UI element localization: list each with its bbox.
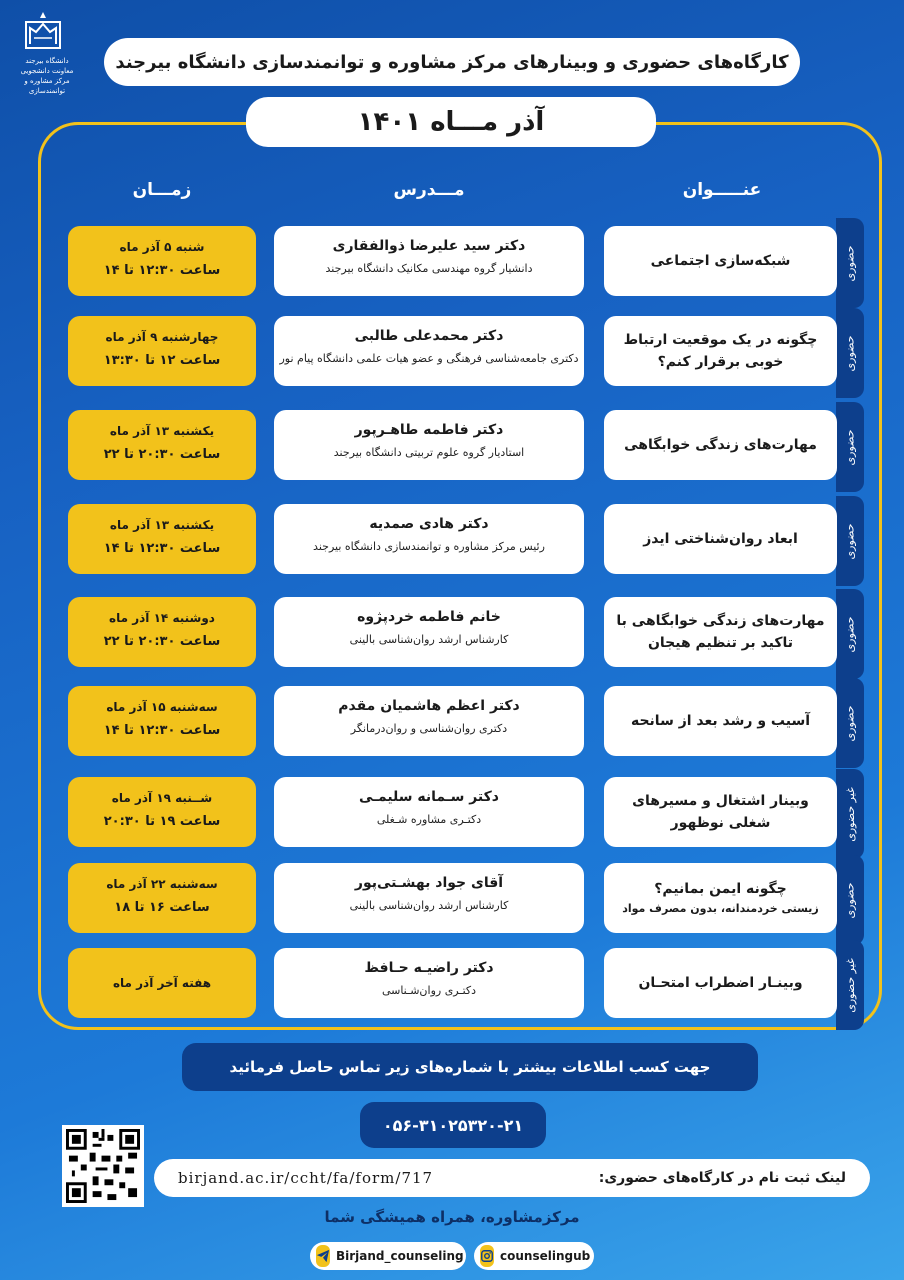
telegram-label: Birjand_counseling [336,1249,464,1263]
session-type-tab [836,855,864,945]
teacher-role: کارشناس ارشد روان‌شناسی بالینی [349,899,509,912]
session-hours: ساعت ۲۰:۳۰ تا ۲۲ [103,634,221,649]
telegram-handle[interactable] [310,1242,466,1270]
registration-link-bar[interactable] [154,1159,870,1197]
session-hours: ساعت ۲۰:۳۰ تا ۲۲ [103,447,221,462]
teacher-card [274,948,584,1018]
session-type-label: غیر حضوری [843,786,857,842]
logo-line: معاونت دانشجویی [20,67,74,75]
session-hours: ساعت ۱۲:۳۰ تا ۱۴ [103,541,221,556]
session-time-card [68,777,256,847]
session-type-tab [836,308,864,398]
session-type-label: حضوری [843,705,857,741]
teacher-card [274,504,584,574]
teacher-name: دکتر سید علیرضا ذوالفقاری [332,238,526,254]
workshop-title-card [604,410,837,480]
teacher-card [274,226,584,296]
session-type-tab [836,940,864,1030]
session-day: هفته آخر آذر ماه [112,976,212,990]
teacher-role: دکتـری مشاوره شـغلی [376,813,482,826]
session-time-card [68,504,256,574]
workshop-title: چگونه ایمن بمانیم؟ [654,881,787,897]
workshop-title-card [604,504,837,574]
logo-line: مرکز مشاوره و توانمندسازی [24,77,70,95]
session-type-tab [836,496,864,586]
teacher-name: دکتر راضیـه حـافظ [364,960,494,976]
logo-text [6,56,88,96]
session-hours: ساعت ۱۹ تا ۲۰:۳۰ [103,814,221,829]
teacher-role: دکتـری روان‌شـناسی [381,984,477,997]
workshop-title: مهارت‌های زندگی خوابگاهی با تاکید بر تنظیم هیجان [616,613,825,651]
session-time-card [68,948,256,1018]
teacher-name: خانم فاطمه خردپژوه [357,609,501,625]
qr-code-icon [66,1129,140,1203]
workshop-title-card [604,316,837,386]
teacher-card [274,863,584,933]
workshop-title-card [604,226,837,296]
session-type-label: حضوری [843,335,857,371]
teacher-card [274,316,584,386]
month-heading: آذر مـــاه ۱۴۰۱ [246,97,656,147]
session-time-card [68,863,256,933]
session-day: سه‌شنبه ۱۵ آذر ماه [106,700,218,714]
workshop-title: آسیب و رشد بعد از سانحه [630,713,811,729]
column-title-header: عنـــــوان [682,180,762,200]
logo-line: دانشگاه بیرجند [25,57,69,65]
column-time-header: زمـــان [132,180,192,200]
workshop-title-card [604,863,837,933]
session-day: شنبه ۵ آذر ماه [119,240,205,254]
session-time-card [68,316,256,386]
phone-number[interactable]: ۰۵۶-۳۱۰۲۵۳۲۰-۲۱ [360,1102,546,1148]
session-time-card [68,597,256,667]
session-type-label: حضوری [843,882,857,918]
page-title: کارگاه‌های حضوری و وبینارهای مرکز مشاوره و توانمندسازی دانشگاه بیرجند [104,38,800,86]
workshop-title: وبینار اشتغال و مسیرهای شغلی نوظهور [632,793,809,831]
instagram-handle[interactable] [474,1242,594,1270]
contact-info-bar: جهت کسب اطلاعات بیشتر با شماره‌های زیر تماس حاصل فرمائید [182,1043,758,1091]
session-hours: ساعت ۱۲:۳۰ تا ۱۴ [103,723,221,738]
instagram-icon [480,1245,494,1267]
workshop-title: مهارت‌های زندگی خوابگاهی [624,437,817,453]
teacher-role: رئیس مرکز مشاوره و توانمندسازی دانشگاه بیرجند [313,540,545,553]
session-type-tab [836,589,864,679]
workshop-title-card [604,686,837,756]
university-logo [6,8,88,108]
teacher-name: آقای جواد بهشـتی‌پور [354,875,504,891]
teacher-card [274,777,584,847]
session-hours: ساعت ۱۲ تا ۱۳:۳۰ [103,353,221,368]
teacher-role: دانشیار گروه مهندسی مکانیک دانشگاه بیرجند [325,262,533,275]
teacher-name: دکتر هادی صمدیه [369,516,489,532]
session-day: چهارشنبه ۹ آذر ماه [105,330,219,344]
session-type-tab [836,218,864,308]
session-hours: ساعت ۱۲:۳۰ تا ۱۴ [103,263,221,278]
teacher-card [274,686,584,756]
registration-link-url[interactable]: birjand.ac.ir/ccht/fa/form/717 [178,1169,434,1187]
session-time-card [68,686,256,756]
session-day: سه‌شنبه ۲۲ آذر ماه [106,877,218,891]
tagline: مرکزمشاوره، همراه همیشگی شما [324,1208,580,1226]
teacher-name: دکتر سـمانه سلیمـی [359,789,499,805]
workshop-title-card [604,948,837,1018]
session-type-label: حضوری [843,245,857,281]
session-day: دوشنبه ۱۴ آذر ماه [109,611,215,625]
session-day: یکشنبه ۱۳ آذر ماه [109,518,215,532]
session-time-card [68,226,256,296]
workshop-title-card [604,777,837,847]
teacher-role: استادیار گروه علوم تربیتی دانشگاه بیرجند [333,446,525,459]
teacher-role: دکتری جامعه‌شناسی فرهنگی و عضو هیات علمی دانشگاه پیام نور [279,352,579,365]
registration-link-label: لینک ثبت نام در کارگاه‌های حضوری: [598,1170,846,1186]
teacher-role: دکتری روان‌شناسی و روان‌درمانگر [350,722,508,735]
teacher-name: دکتر فاطمه طاهـرپور [354,422,504,438]
teacher-card [274,410,584,480]
logo-emblem-icon [24,10,62,52]
workshop-title: چگونه در یک موقعیت ارتباط خوبی برقرار کنم؟ [623,332,818,370]
workshop-title-card [604,597,837,667]
session-type-label: حضوری [843,616,857,652]
teacher-card [274,597,584,667]
session-hours: ساعت ۱۶ تا ۱۸ [114,900,210,915]
session-type-tab [836,402,864,492]
session-day: شــنبه ۱۹ آذر ماه [111,791,213,805]
workshop-title: شبکه‌سازی اجتماعی [650,253,791,269]
workshop-subtitle: زیستی خردمندانه، بدون مصرف مواد [622,902,819,915]
session-type-tab [836,769,864,859]
session-type-tab [836,678,864,768]
session-type-label: غیر حضوری [843,957,857,1013]
workshop-title: ابعاد روان‌شناختی ایدز [643,531,798,547]
qr-code[interactable] [62,1125,144,1207]
session-day: یکشنبه ۱۳ آذر ماه [109,424,215,438]
session-type-label: حضوری [843,523,857,559]
teacher-role: کارشناس ارشد روان‌شناسی بالینی [349,633,509,646]
teacher-name: دکتر محمدعلی طالبی [354,328,504,344]
session-time-card [68,410,256,480]
telegram-icon [316,1245,330,1267]
column-teacher-header: مـــدرس [393,180,465,200]
teacher-name: دکتر اعظم هاشمیان مقدم [338,698,520,714]
workshop-title: وبینـار اضطراب امتحـان [638,975,803,991]
session-type-label: حضوری [843,429,857,465]
instagram-label: counselingub [500,1249,591,1263]
